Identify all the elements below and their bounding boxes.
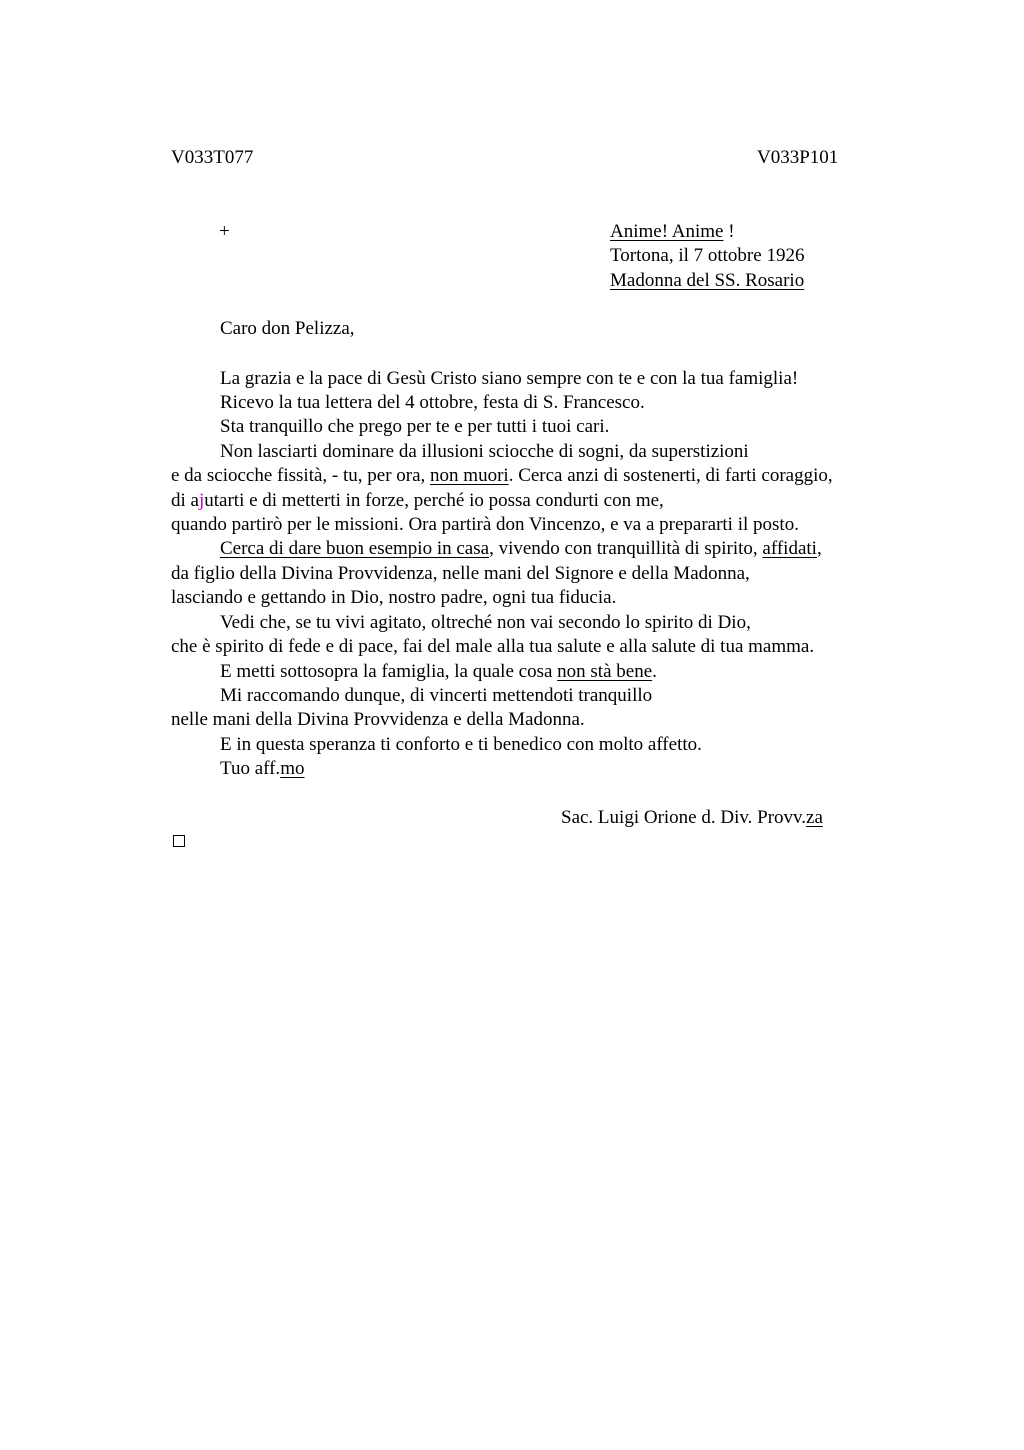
- motto: [610, 220, 735, 244]
- text-run: di a: [171, 490, 199, 511]
- text-run: .: [652, 661, 657, 682]
- motto-text: Anime! Anime: [610, 221, 724, 242]
- document-code-right: V033P101: [757, 147, 839, 168]
- text-run: , vivendo con tranquillità di spirito,: [489, 538, 763, 559]
- underlined-text: mo: [280, 758, 305, 779]
- motto-suffix: !: [723, 221, 735, 242]
- place-date: Tortona, il 7 ottobre 1926: [610, 245, 805, 266]
- body-line: [171, 489, 664, 513]
- text-run: . Cerca anzi di sostenerti, di farti coraggio,: [508, 465, 833, 486]
- body-line: La grazia e la pace di Gesù Cristo siano sempre con te e con la tua famiglia!: [220, 368, 799, 389]
- body-line: [171, 464, 833, 488]
- signature-name: Sac. Luigi Orione d. Div. Provv.: [561, 807, 807, 828]
- body-line: Ricevo la tua lettera del 4 ottobre, festa di S. Francesco.: [220, 392, 645, 413]
- text-run: utarti e di metterti in forze, perché io possa condurti con me,: [204, 490, 664, 511]
- body-line: E in questa speranza ti conforto e ti benedico con molto affetto.: [220, 734, 702, 755]
- text-run: e da sciocche fissità, - tu, per ora,: [171, 465, 431, 486]
- body-line: Mi raccomando dunque, di vincerti mettendoti tranquillo: [220, 685, 653, 706]
- highlighted-letter: j: [198, 490, 205, 511]
- body-line: [220, 537, 822, 561]
- body-line: [220, 660, 657, 684]
- body-line: Sta tranquillo che prego per te e per tutti i tuoi cari.: [220, 416, 610, 437]
- underlined-text: non stà bene: [557, 661, 653, 682]
- document-code-left: V033T077: [171, 147, 254, 168]
- cross-mark: +: [219, 221, 230, 242]
- underlined-text: affidati: [762, 538, 817, 559]
- signature-suffix: za: [806, 807, 823, 828]
- text-run: E metti sottosopra la famiglia, la quale cosa: [220, 661, 558, 682]
- body-line: lasciando e gettando in Dio, nostro padre, ogni tua fiducia.: [171, 587, 617, 608]
- text-run: Tuo aff.: [220, 758, 281, 779]
- body-line: quando partirò per le missioni. Ora partirà don Vincenzo, e va a prepararti il posto.: [171, 514, 799, 535]
- body-line: Non lasciarti dominare da illusioni sciocche di sogni, da superstizioni: [220, 441, 749, 462]
- closing: [220, 757, 304, 781]
- body-line: nelle mani della Divina Provvidenza e della Madonna.: [171, 709, 585, 730]
- body-line: che è spirito di fede e di pace, fai del male alla tua salute e alla salute di tua mamma.: [171, 636, 815, 657]
- feast-day: Madonna del SS. Rosario: [610, 270, 805, 291]
- text-run: ,: [816, 538, 822, 559]
- underlined-text: Cerca di dare buon esempio in casa: [220, 538, 490, 559]
- underlined-text: non muori: [430, 465, 509, 486]
- body-line: da figlio della Divina Provvidenza, nelle mani del Signore e della Madonna,: [171, 563, 750, 584]
- salutation: Caro don Pelizza,: [220, 318, 355, 339]
- body-line: Vedi che, se tu vivi agitato, oltreché non vai secondo lo spirito di Dio,: [220, 612, 751, 633]
- signature: [561, 806, 823, 830]
- end-box-icon: [173, 835, 185, 847]
